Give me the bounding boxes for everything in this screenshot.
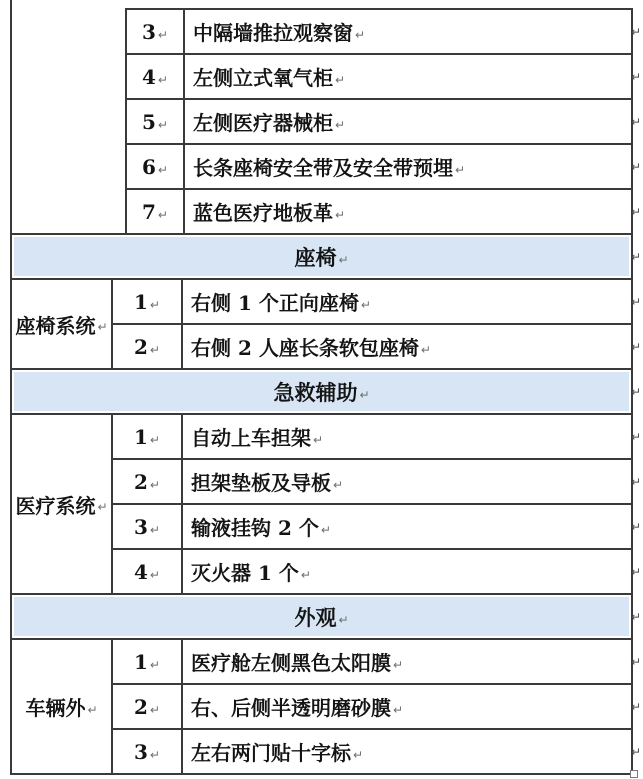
paragraph-mark-icon: ↵: [313, 432, 324, 447]
row-number-cell: [125, 55, 185, 98]
paragraph-mark-icon: ↵: [360, 297, 371, 312]
paragraph-mark-icon: ↵: [338, 612, 349, 627]
row-description-cell: [185, 145, 631, 188]
table-row: [125, 8, 641, 53]
table-top-gap: [12, 0, 633, 8]
end-of-row-mark-icon: ↵: [630, 519, 641, 534]
row-text: 左侧医疗器械柜: [193, 111, 333, 135]
end-of-row-mark-icon: ↵: [630, 474, 641, 489]
table-row: [113, 458, 641, 503]
paragraph-mark-icon: ↵: [149, 747, 160, 762]
row-number: 7: [142, 199, 156, 224]
section-rows: [113, 415, 641, 593]
table-section-seat-system: [12, 278, 641, 368]
row-number-cell: [125, 100, 185, 143]
table-row: [113, 323, 641, 368]
row-description-cell: [183, 640, 631, 683]
paragraph-mark-icon: ↵: [157, 207, 168, 222]
paragraph-mark-icon: ↵: [359, 387, 370, 402]
paragraph-mark-icon: ↵: [455, 162, 466, 177]
paragraph-mark-icon: ↵: [393, 702, 404, 717]
row-text: 左右两门贴十字标: [191, 741, 351, 765]
table-section-vehicle-exterior: [12, 638, 641, 773]
end-of-row-mark-icon: ↵: [630, 24, 641, 39]
continuation-rows: [125, 8, 641, 233]
row-number: 6: [142, 154, 156, 179]
row-description-cell: [183, 280, 631, 323]
table-row: [125, 188, 641, 233]
row-number: 1: [134, 424, 148, 449]
row-text: 中隔墙推拉观察窗: [193, 21, 353, 45]
table-row: [113, 548, 641, 593]
section-header-text: 座椅: [294, 244, 337, 270]
group-label-seat-system: [12, 280, 113, 368]
end-of-row-mark-icon: ↵: [630, 249, 641, 264]
row-description-cell: [185, 190, 631, 233]
section-header-seats: [12, 233, 641, 278]
paragraph-mark-icon: ↵: [355, 27, 366, 42]
table-row: [113, 683, 641, 728]
row-text: 灭火器 1 个: [191, 561, 299, 585]
paragraph-mark-icon: ↵: [420, 342, 431, 357]
paragraph-mark-icon: ↵: [157, 27, 168, 42]
paragraph-mark-icon: ↵: [149, 297, 160, 312]
row-number-cell: [113, 460, 183, 503]
section-rows: [113, 280, 641, 368]
row-number-cell: [113, 280, 183, 323]
row-description-cell: [185, 10, 631, 53]
table-section-medical-system: [12, 413, 641, 593]
row-number: 1: [134, 649, 148, 674]
row-number: 3: [134, 739, 148, 764]
end-of-row-mark-icon: ↵: [630, 384, 641, 399]
end-of-row-mark-icon: ↵: [630, 609, 641, 624]
paragraph-mark-icon: ↵: [335, 207, 346, 222]
paragraph-mark-icon: ↵: [353, 747, 364, 762]
row-text: 担架垫板及导板: [191, 471, 331, 495]
table-section-continuation: [12, 8, 641, 233]
table-row: [113, 503, 641, 548]
end-of-row-mark-icon: ↵: [630, 564, 641, 579]
spec-table: [10, 0, 641, 775]
table-row: [125, 143, 641, 188]
paragraph-mark-icon: ↵: [87, 702, 98, 717]
paragraph-mark-icon: ↵: [97, 320, 108, 334]
paragraph-mark-icon: ↵: [149, 702, 160, 717]
row-number: 4: [142, 64, 156, 89]
end-of-row-mark-icon: ↵: [630, 159, 641, 174]
row-number: 3: [134, 514, 148, 539]
row-number-cell: [113, 685, 183, 728]
paragraph-mark-icon: ↵: [333, 477, 344, 492]
paragraph-mark-icon: ↵: [149, 477, 160, 492]
row-description-cell: [185, 55, 631, 98]
end-of-row-mark-icon: ↵: [630, 429, 641, 444]
paragraph-mark-icon: ↵: [149, 342, 160, 357]
row-text: 自动上车担架: [191, 426, 311, 450]
end-of-row-mark-icon: ↵: [630, 339, 641, 354]
end-of-row-mark-icon: ↵: [630, 699, 641, 714]
group-label-text: 医疗系统: [15, 493, 96, 518]
group-label-text: 座椅系统: [15, 313, 96, 338]
empty-group-cell: [12, 8, 125, 233]
end-of-row-mark-icon: ↵: [630, 69, 641, 84]
row-text: 右、后侧半透明磨砂膜: [191, 696, 391, 720]
paragraph-mark-icon: ↵: [300, 567, 311, 582]
end-of-row-mark-icon: ↵: [630, 294, 641, 309]
row-description-cell: [183, 505, 631, 548]
row-description-cell: [183, 685, 631, 728]
row-number-cell: [113, 550, 183, 593]
paragraph-mark-icon: ↵: [393, 657, 404, 672]
row-text: 右侧 2 人座长条软包座椅: [191, 336, 419, 360]
group-label-medical-system: [12, 415, 113, 593]
table-row: [113, 640, 641, 683]
row-number: 2: [134, 334, 148, 359]
paragraph-mark-icon: ↵: [157, 117, 168, 132]
section-header-text: 急救辅助: [273, 379, 358, 405]
table-row: [113, 415, 641, 458]
row-text: 蓝色医疗地板革: [193, 201, 333, 225]
paragraph-mark-icon: ↵: [157, 162, 168, 177]
paragraph-mark-icon: ↵: [149, 522, 160, 537]
row-number-cell: [125, 10, 185, 53]
row-number: 2: [134, 694, 148, 719]
paragraph-mark-icon: ↵: [149, 567, 160, 582]
row-text: 医疗舱左侧黑色太阳膜: [191, 651, 391, 675]
row-description-cell: [183, 730, 631, 773]
paragraph-mark-icon: ↵: [335, 72, 346, 87]
row-number: 3: [142, 19, 156, 44]
end-of-row-mark-icon: ↵: [630, 114, 641, 129]
end-of-row-mark-icon: ↵: [630, 654, 641, 669]
row-number-cell: [113, 730, 183, 773]
group-label-text: 车辆外: [25, 696, 86, 720]
row-text: 长条座椅安全带及安全带预埋: [193, 156, 453, 180]
row-number-cell: [113, 415, 183, 458]
row-number-cell: [125, 190, 185, 233]
row-description-cell: [183, 415, 631, 458]
table-row: [125, 98, 641, 143]
paragraph-mark-icon: ↵: [149, 432, 160, 447]
row-text: 右侧 1 个正向座椅: [191, 291, 359, 315]
row-number: 5: [142, 109, 156, 134]
paragraph-mark-icon: ↵: [157, 72, 168, 87]
paragraph-mark-icon: ↵: [335, 117, 346, 132]
table-resize-handle[interactable]: [630, 770, 638, 778]
section-rows: [113, 640, 641, 773]
section-header-exterior: [12, 593, 641, 638]
row-description-cell: [183, 460, 631, 503]
row-text: 输液挂钩 2 个: [191, 516, 319, 540]
paragraph-mark-icon: ↵: [338, 252, 349, 267]
row-number-cell: [125, 145, 185, 188]
row-number-cell: [113, 325, 183, 368]
row-number: 1: [134, 289, 148, 314]
paragraph-mark-icon: ↵: [149, 657, 160, 672]
row-text: 左侧立式氧气柜: [193, 66, 333, 90]
end-of-row-mark-icon: ↵: [630, 744, 641, 759]
row-number: 4: [134, 559, 148, 584]
row-number-cell: [113, 640, 183, 683]
paragraph-mark-icon: ↵: [97, 500, 108, 514]
row-number-cell: [113, 505, 183, 548]
row-number: 2: [134, 469, 148, 494]
table-row: [113, 728, 641, 773]
group-label-vehicle-exterior: [12, 640, 113, 773]
table-row: [113, 280, 641, 323]
row-description-cell: [183, 325, 631, 368]
end-of-row-mark-icon: ↵: [630, 204, 641, 219]
table-row: [125, 53, 641, 98]
row-description-cell: [185, 100, 631, 143]
section-header-text: 外观: [294, 604, 337, 630]
section-header-first-aid: [12, 368, 641, 413]
row-description-cell: [183, 550, 631, 593]
paragraph-mark-icon: ↵: [320, 522, 331, 537]
